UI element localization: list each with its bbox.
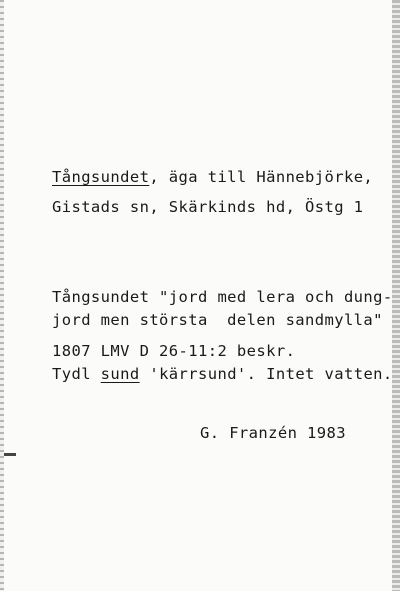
body-line-2: jord men största delen sandmylla"	[52, 311, 383, 329]
heading-line-2: Gistads sn, Skärkinds hd, Östg 1	[52, 198, 364, 216]
heading-line-1-rest: , äga till Hännebjörke,	[149, 168, 374, 186]
card-right-edge	[392, 0, 400, 591]
body-line-3: 1807 LMV D 26-11:2 beskr.	[52, 342, 296, 360]
body-line-4-pre: Tydl	[52, 365, 101, 383]
body-line-4	[52, 364, 393, 384]
body-line-1: Tångsundet "jord med lera och dung-	[52, 288, 393, 306]
card-left-edge	[0, 0, 4, 591]
signature: G. Franzén 1983	[200, 424, 346, 442]
heading-line-1	[52, 167, 373, 187]
place-name: Tångsundet	[52, 168, 150, 186]
scan-mark	[4, 453, 16, 456]
body-line-4-post: 'kärrsund'. Intet vatten.	[139, 365, 393, 383]
underlined-word: sund	[100, 365, 140, 383]
